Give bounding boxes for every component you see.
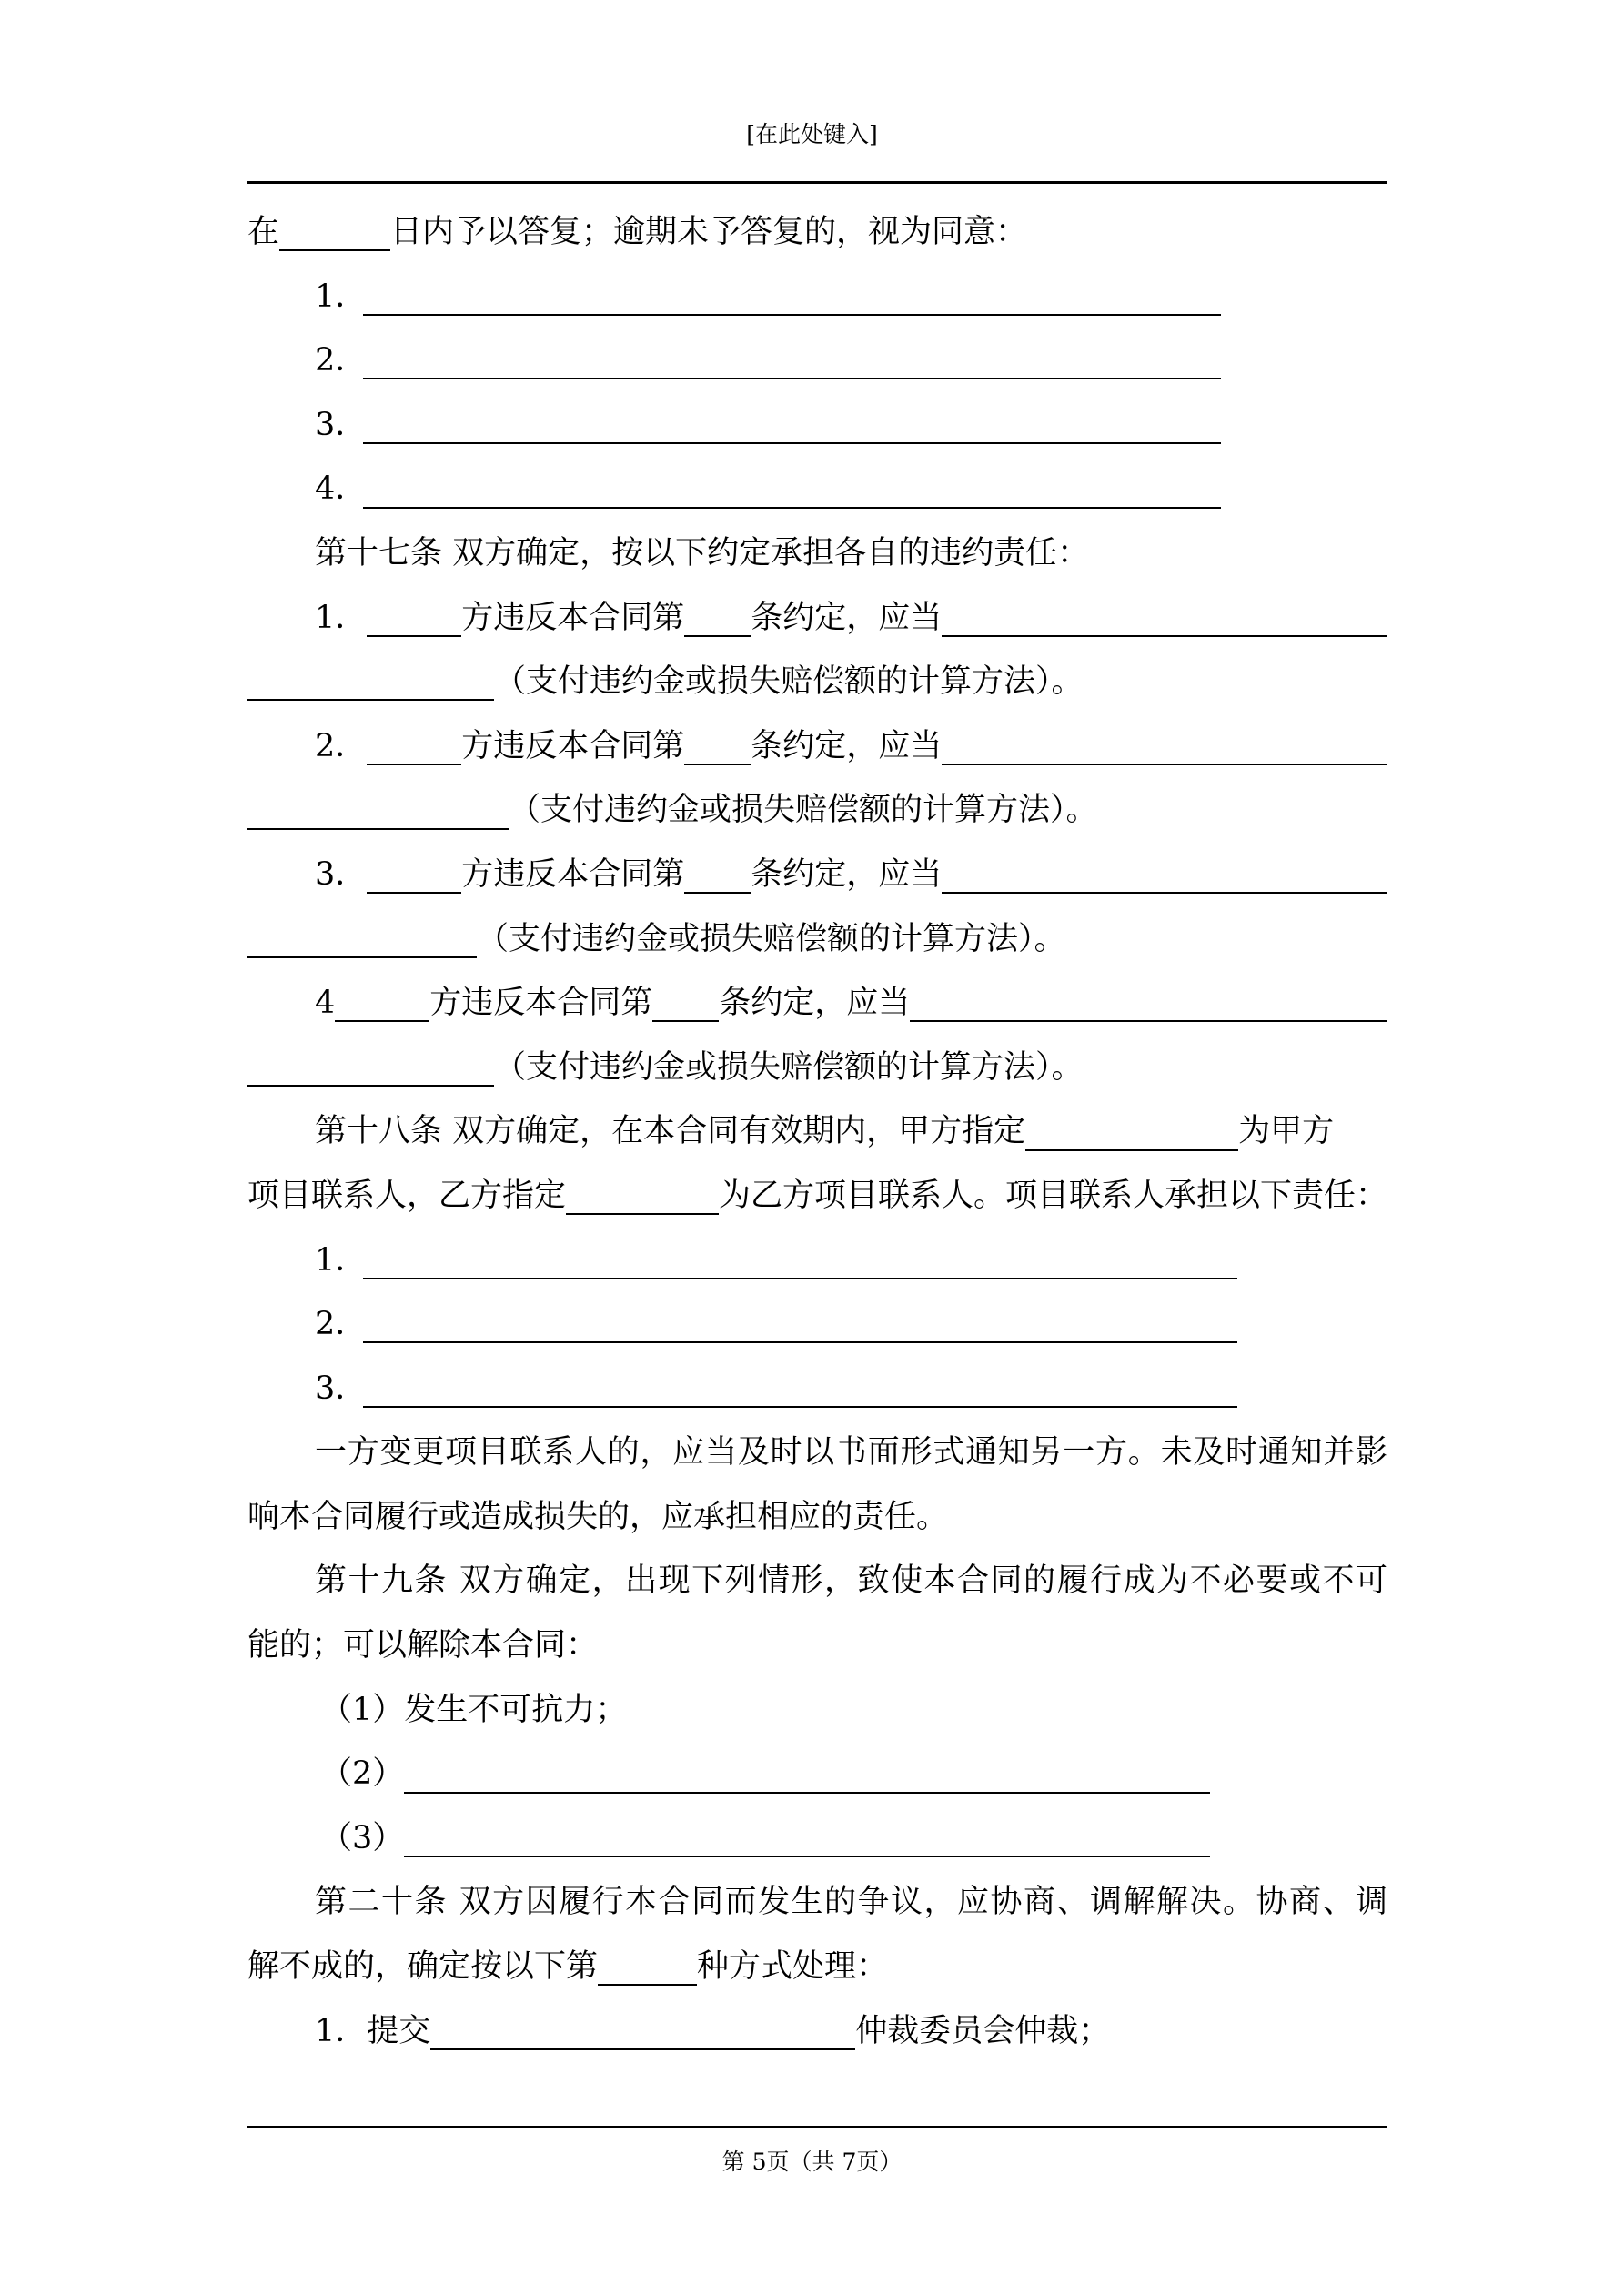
blank-field[interactable] bbox=[598, 1951, 697, 1986]
text: 条约定，应当 bbox=[751, 855, 943, 893]
blank-field[interactable] bbox=[367, 602, 461, 637]
item-number: 3． bbox=[315, 406, 368, 443]
liability-item-cont bbox=[247, 1036, 1387, 1100]
header-divider bbox=[247, 181, 1387, 184]
blank-field[interactable] bbox=[247, 666, 494, 701]
blank-field[interactable] bbox=[247, 1052, 494, 1087]
text: 方违反本合同第 bbox=[461, 599, 685, 636]
article-19-line bbox=[247, 1613, 1387, 1678]
liability-item bbox=[247, 586, 1387, 651]
text: 1．提交 bbox=[315, 2012, 431, 2049]
item-number: 1． bbox=[315, 278, 368, 315]
list-item bbox=[247, 1357, 1387, 1421]
article-18-line bbox=[247, 1099, 1387, 1164]
list-item bbox=[247, 457, 1387, 521]
item-number: （2） bbox=[320, 1755, 405, 1793]
condition-item bbox=[247, 1742, 1387, 1806]
blank-field[interactable] bbox=[335, 987, 429, 1022]
text: 条约定，应当 bbox=[751, 599, 943, 636]
text: 种方式处理： bbox=[697, 1948, 889, 1986]
blank-field[interactable] bbox=[367, 859, 461, 894]
text: 日内予以答复；逾期未予答复的，视为同意： bbox=[390, 214, 1028, 250]
text-line bbox=[247, 200, 1387, 265]
blank-field[interactable] bbox=[910, 987, 1387, 1022]
list-item bbox=[247, 329, 1387, 393]
blank-field[interactable] bbox=[247, 924, 477, 958]
page-footer: 第 5页（共 7页） bbox=[721, 2149, 903, 2175]
text: （支付违约金或损失赔偿额的计算方法）。 bbox=[477, 920, 1066, 957]
text: 方违反本合同第 bbox=[461, 855, 685, 893]
text: （支付违约金或损失赔偿额的计算方法）。 bbox=[509, 792, 1098, 829]
dispute-option bbox=[247, 1999, 1387, 2064]
blank-field[interactable] bbox=[684, 602, 751, 637]
condition-item bbox=[247, 1806, 1387, 1871]
text: （1）发生不可抗力； bbox=[320, 1691, 628, 1728]
blank-field[interactable] bbox=[684, 859, 751, 894]
blank-field[interactable] bbox=[652, 987, 719, 1022]
list-item bbox=[247, 393, 1387, 458]
condition-item bbox=[247, 1678, 1387, 1743]
item-number: 1． bbox=[315, 1241, 368, 1279]
blank-field[interactable] bbox=[363, 474, 1221, 509]
blank-field[interactable] bbox=[363, 1309, 1237, 1343]
text: 条约定，应当 bbox=[719, 985, 911, 1022]
item-number: 2． bbox=[315, 727, 368, 764]
text: 方违反本合同第 bbox=[461, 727, 685, 764]
text: 在 bbox=[247, 214, 280, 250]
blank-field[interactable] bbox=[363, 345, 1221, 379]
item-number: 4． bbox=[315, 470, 368, 508]
article-17-heading bbox=[247, 521, 1387, 586]
text: （支付违约金或损失赔偿额的计算方法）。 bbox=[494, 1048, 1084, 1086]
text: 仲裁委员会仲裁； bbox=[855, 2012, 1111, 2049]
article-20-line: 第二十条 双方因履行本合同而发生的争议，应协商、调解解决。协商、调 bbox=[315, 1884, 1387, 1921]
blank-field[interactable] bbox=[1025, 1117, 1238, 1151]
list-item bbox=[247, 1229, 1387, 1293]
blank-field[interactable] bbox=[363, 1245, 1237, 1279]
text: 方违反本合同第 bbox=[429, 985, 653, 1022]
blank-field[interactable] bbox=[279, 217, 390, 251]
page-header: [在此处键入] bbox=[746, 121, 878, 147]
liability-item bbox=[247, 714, 1387, 779]
liability-item bbox=[247, 843, 1387, 907]
item-number: 3． bbox=[315, 855, 368, 893]
footer-divider bbox=[247, 2126, 1387, 2128]
item-number: （3） bbox=[320, 1819, 405, 1856]
blank-field[interactable] bbox=[430, 2016, 855, 2050]
text: 解不成的，确定按以下第 bbox=[247, 1948, 599, 1986]
blank-field[interactable] bbox=[942, 602, 1387, 637]
text: 响本合同履行或造成损失的，应承担相应的责任。 bbox=[247, 1498, 949, 1535]
item-number: 4 bbox=[315, 985, 336, 1022]
paragraph-line bbox=[247, 1485, 1387, 1550]
article-19-line: 第十九条 双方确定，出现下列情形，致使本合同的履行成为不必要或不可 bbox=[315, 1563, 1387, 1600]
text: 第十八条 双方确定，在本合同有效期内，甲方指定 bbox=[315, 1113, 1026, 1150]
blank-field[interactable] bbox=[363, 1373, 1237, 1408]
blank-field[interactable] bbox=[247, 795, 509, 830]
paragraph-line: 一方变更项目联系人的，应当及时以书面形式通知另一方。未及时通知并影 bbox=[315, 1434, 1387, 1472]
liability-item-cont bbox=[247, 907, 1387, 972]
text: 能的；可以解除本合同： bbox=[247, 1627, 599, 1664]
blank-field[interactable] bbox=[566, 1180, 719, 1215]
liability-item-cont bbox=[247, 778, 1387, 843]
text: 条约定，应当 bbox=[751, 727, 943, 764]
blank-field[interactable] bbox=[404, 1823, 1210, 1857]
liability-item-cont bbox=[247, 650, 1387, 714]
text: 第十七条 双方确定，按以下约定承担各自的违约责任： bbox=[315, 534, 1090, 571]
text: 为乙方项目联系人。项目联系人承担以下责任： bbox=[718, 1177, 1387, 1214]
item-number: 1． bbox=[315, 599, 368, 636]
blank-field[interactable] bbox=[404, 1759, 1210, 1794]
blank-field[interactable] bbox=[363, 410, 1221, 444]
item-number: 2． bbox=[315, 1306, 368, 1343]
document-body bbox=[247, 200, 1387, 2063]
blank-field[interactable] bbox=[942, 859, 1387, 894]
article-18-line bbox=[247, 1164, 1387, 1229]
list-item bbox=[247, 265, 1387, 329]
text: 为甲方 bbox=[1238, 1113, 1335, 1150]
list-item bbox=[247, 1292, 1387, 1357]
blank-field[interactable] bbox=[684, 731, 751, 765]
item-number: 2． bbox=[315, 342, 368, 379]
item-number: 3． bbox=[315, 1370, 368, 1407]
blank-field[interactable] bbox=[363, 281, 1221, 316]
text: （支付违约金或损失赔偿额的计算方法）。 bbox=[494, 663, 1084, 701]
blank-field[interactable] bbox=[942, 731, 1387, 765]
liability-item bbox=[247, 971, 1387, 1036]
text: 项目联系人，乙方指定 bbox=[247, 1177, 567, 1214]
blank-field[interactable] bbox=[367, 731, 461, 765]
article-20-line bbox=[247, 1935, 1387, 1999]
